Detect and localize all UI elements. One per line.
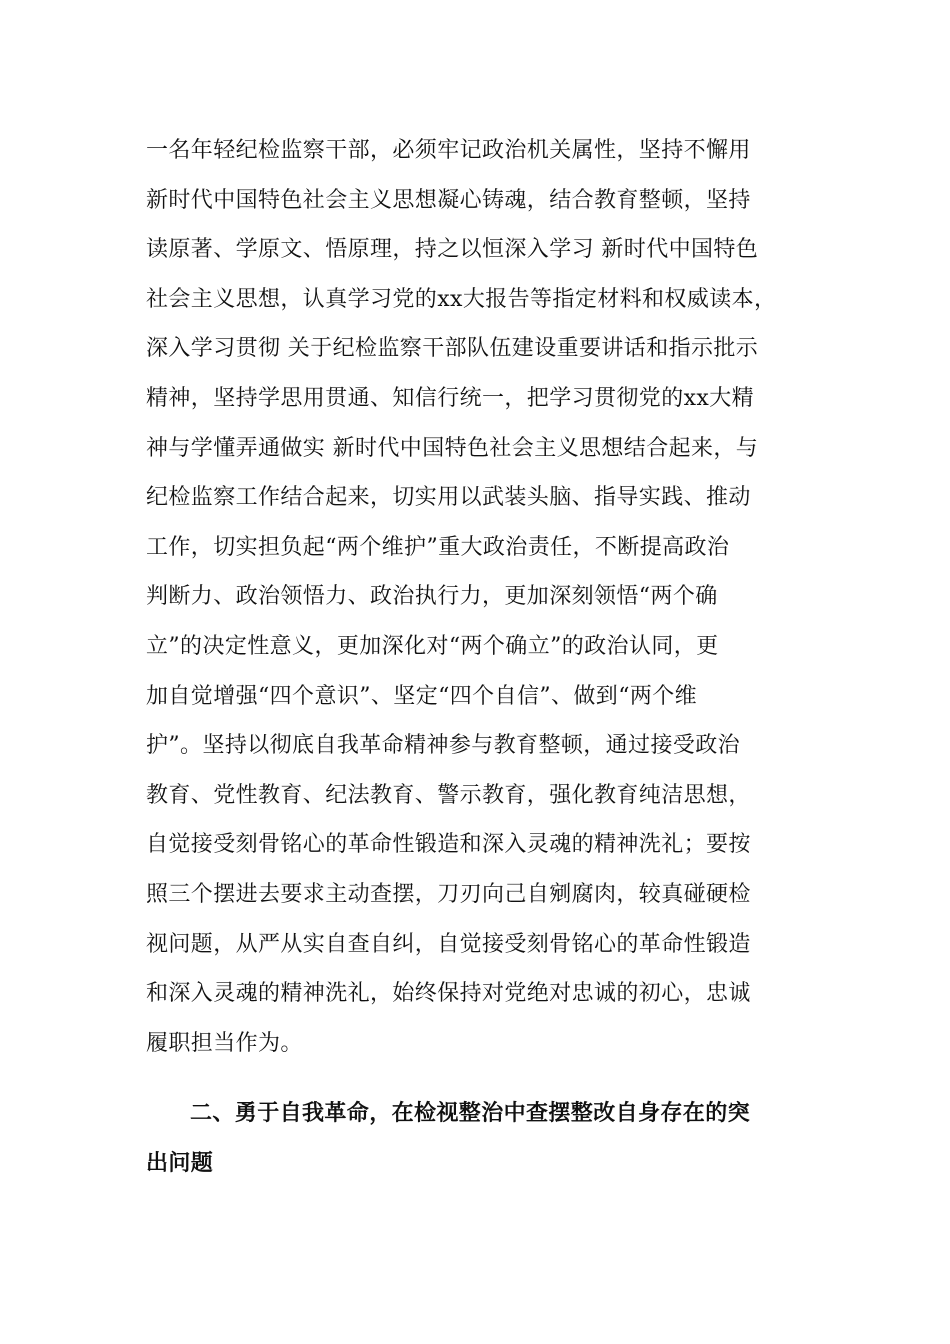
paragraph-line: 照三个摆进去要求主动查摆，刀刃向己自剜腐肉，较真碰硬检: [146, 881, 751, 907]
heading-line: 二、勇于自我革命，在检视整治中查摆整改自身存在的突: [190, 1100, 751, 1126]
paragraph-line: 深入学习贯彻 关于纪检监察干部队伍建设重要讲话和指示批示: [146, 336, 759, 362]
paragraph-line: 加自觉增强“四个意识”、坚定“四个自信”、做到“两个维: [146, 683, 698, 709]
paragraph-line: 纪检监察工作结合起来，切实用以武装头脑、指导实践、推动: [146, 485, 751, 511]
paragraph-line: 护”。坚持以彻底自我革命精神参与教育整顿，通过接受政治: [146, 733, 741, 759]
paragraph-line: 视问题，从严从实自查自纠，自觉接受刻骨铭心的革命性锻造: [146, 931, 751, 957]
section-heading: [146, 1089, 826, 1188]
paragraph-line: 教育、党性教育、纪法教育、警示教育，强化教育纯洁思想，: [146, 782, 751, 808]
paragraph-line: 判断力、政治领悟力、政治执行力，更加深刻领悟“两个确: [146, 584, 718, 610]
paragraph-line: 新时代中国特色社会主义思想凝心铸魂，结合教育整顿，坚持: [146, 187, 751, 213]
paragraph-line: 社会主义思想，认真学习党的xx大报告等指定材料和权威读本，: [146, 286, 777, 312]
paragraph-line: 自觉接受刻骨铭心的革命性锻造和深入灵魂的精神洗礼；要按: [146, 832, 751, 858]
paragraph-line: 工作，切实担负起“两个维护”重大政治责任，不断提高政治: [146, 534, 730, 560]
paragraph-line: 和深入灵魂的精神洗礼，始终保持对党绝对忠诚的初心，忠诚: [146, 981, 751, 1007]
heading-line: 出问题: [146, 1149, 214, 1176]
paragraph-line: 一名年轻纪检监察干部，必须牢记政治机关属性，坚持不懈用: [146, 138, 751, 163]
paragraph-line: 履职担当作为。: [146, 1030, 303, 1056]
paragraph-line: 精神，坚持学思用贯通、知信行统一，把学习贯彻党的xx大精: [146, 385, 755, 411]
body-paragraph: [146, 126, 826, 1068]
paragraph-line: 读原著、学原文、悟原理，持之以恒深入学习 新时代中国特色: [146, 237, 759, 263]
paragraph-line: 神与学懂弄通做实 新时代中国特色社会主义思想结合起来，与: [146, 435, 759, 461]
paragraph-line: 立”的决定性意义，更加深化对“两个确立”的政治认同，更: [146, 633, 719, 659]
